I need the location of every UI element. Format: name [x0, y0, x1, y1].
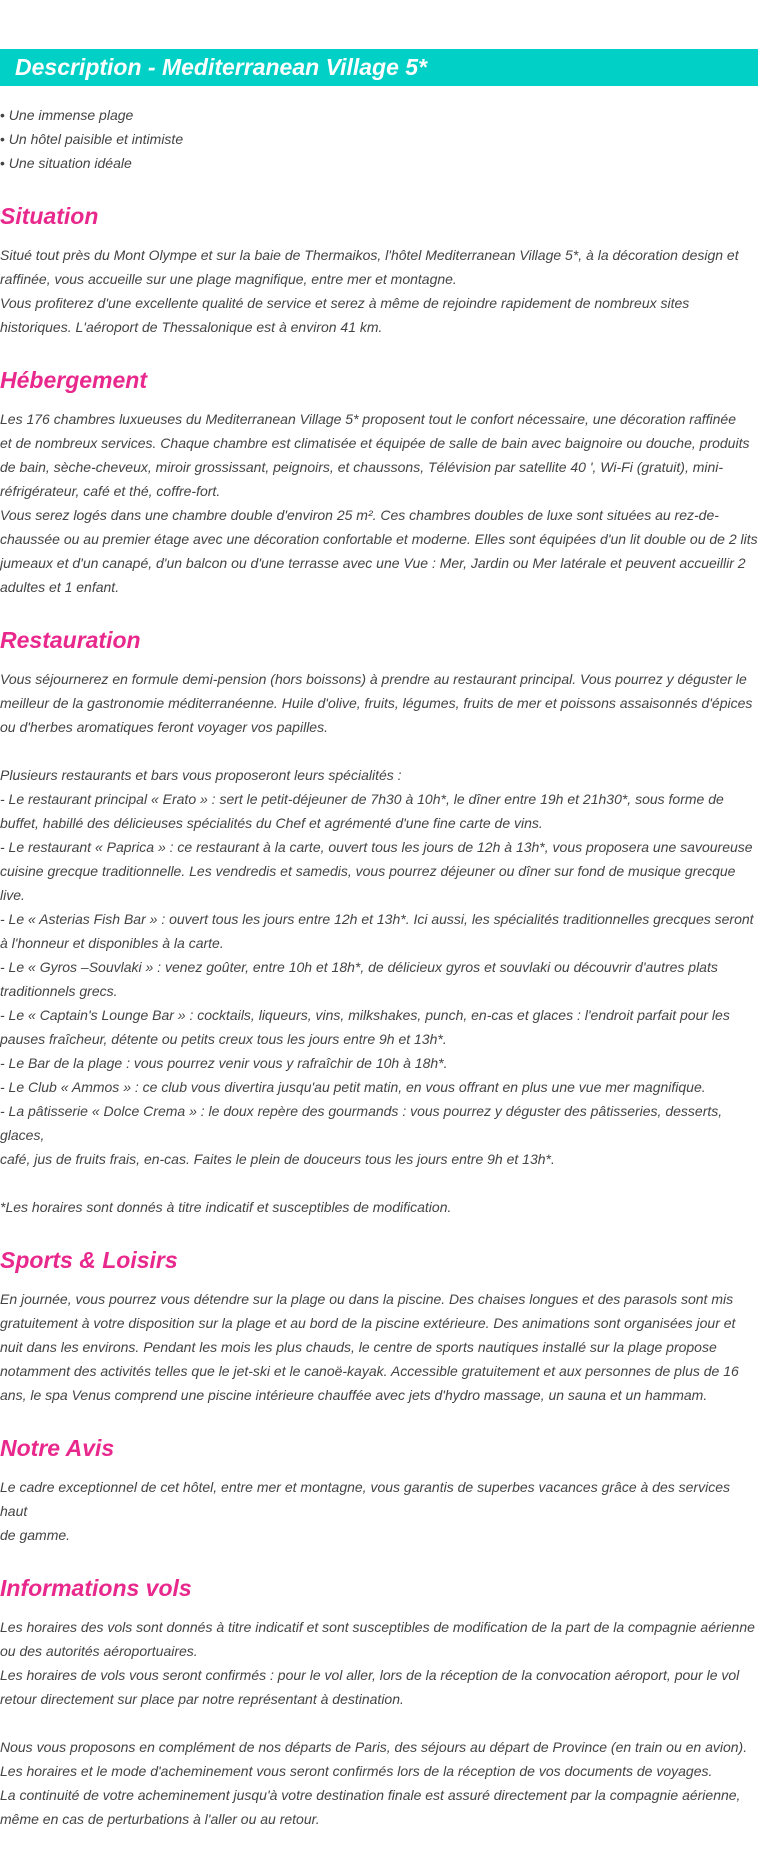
- highlights-list: [0, 103, 758, 175]
- section-situation: [0, 201, 758, 339]
- paragraph-line: Vous serez logés dans une chambre double d'environ 25 m². Ces chambres doubles de luxe sont situées au rez-de-: [0, 507, 719, 523]
- paragraph-line: de gamme.: [0, 1527, 71, 1543]
- paragraph-line: - Le Club « Ammos » : ce club vous divertira jusqu'au petit matin, en vous offrant en plus une vue mer magnifique.: [0, 1079, 706, 1095]
- paragraph-line: live.: [0, 887, 25, 903]
- section-restauration: [0, 625, 758, 1219]
- section-informations-vols: [0, 1573, 758, 1831]
- paragraph-line: traditionnels grecs.: [0, 983, 118, 999]
- paragraph-line: raffinée, vous accueille sur une plage magnifique, entre mer et montagne.: [0, 271, 457, 287]
- paragraph-line: Le cadre exceptionnel de cet hôtel, entre mer et montagne, vous garantis de superbes vacances grâce à des services haut: [0, 1479, 730, 1519]
- section-body-sports-loisirs: [0, 1287, 758, 1407]
- highlight-item: • Une situation idéale: [0, 151, 758, 175]
- paragraph-line: - Le restaurant principal « Erato » : sert le petit-déjeuner de 7h30 à 10h*, le dîner entre 19h et 21h30*, sous forme de: [0, 791, 724, 807]
- paragraph-line: Nous vous proposons en complément de nos départs de Paris, des séjours au départ de Province (en train ou en avion).: [0, 1739, 748, 1755]
- paragraph-line: - La pâtisserie « Dolce Crema » : le doux repère des gourmands : vous pourrez y déguster des pâtisseries, desserts, glaces,: [0, 1103, 723, 1143]
- paragraph-line: adultes et 1 enfant.: [0, 579, 120, 595]
- highlight-item: • Un hôtel paisible et intimiste: [0, 127, 758, 151]
- paragraph-line: Vous séjournerez en formule demi-pension (hors boissons) à prendre au restaurant principal. Vous pourrez y déguster le: [0, 671, 747, 687]
- paragraph-line: nuit dans les environs. Pendant les mois les plus chauds, le centre de sports nautiques installé sur la plage propose: [0, 1339, 717, 1355]
- paragraph-line: réfrigérateur, café et thé, coffre-fort.: [0, 483, 221, 499]
- paragraph-line: - Le « Gyros –Souvlaki » : venez goûter, entre 10h et 18h*, de délicieux gyros et souvlaki ou découvrir d'autres plats: [0, 959, 718, 975]
- paragraph-line: - Le Bar de la plage : vous pourrez venir vous y rafraîchir de 10h à 18h*.: [0, 1055, 448, 1071]
- paragraph-line: Situé tout près du Mont Olympe et sur la baie de Thermaikos, l'hôtel Mediterranean Village 5*, à la décoration design et: [0, 247, 739, 263]
- paragraph-line: Les horaires et le mode d'acheminement vous seront confirmés lors de la réception de vos documents de voyages.: [0, 1763, 713, 1779]
- section-title-situation: Situation: [0, 203, 99, 229]
- section-body-hebergement: [0, 407, 758, 599]
- paragraph-line: même en cas de perturbations à l'aller ou au retour.: [0, 1811, 320, 1827]
- section-title-sports-loisirs: Sports & Loisirs: [0, 1247, 178, 1273]
- paragraph-line: Plusieurs restaurants et bars vous proposeront leurs spécialités :: [0, 767, 402, 783]
- paragraph-line: notamment des activités telles que le jet-ski et le canoë-kayak. Accessible gratuitement et aux personnes de plus de 16: [0, 1363, 739, 1379]
- paragraph-spacer: [0, 739, 758, 763]
- hotel-description-page: [0, 49, 758, 1831]
- paragraph-line: café, jus de fruits frais, en-cas. Faites le plein de douceurs tous les jours entre 9h et 13h*.: [0, 1151, 555, 1167]
- paragraph-line: et de nombreux services. Chaque chambre est climatisée et équipée de salle de bain avec baignoire ou douche, produits: [0, 435, 750, 451]
- paragraph-line: Les horaires de vols vous seront confirmés : pour le vol aller, lors de la réception de la convocation aéroport, pour le vol: [0, 1667, 740, 1683]
- section-title-restauration: Restauration: [0, 627, 141, 653]
- paragraph-line: chaussée ou au premier étage avec une décoration confortable et moderne. Elles sont équipées d'un lit double ou de 2 lits: [0, 531, 758, 547]
- paragraph-line: Les 176 chambres luxueuses du Mediterranean Village 5* proposent tout le confort nécessaire, une décoration raffinée: [0, 411, 736, 427]
- paragraph-line: Les horaires des vols sont donnés à titre indicatif et sont susceptibles de modification de la part de la compagnie aérienne: [0, 1619, 755, 1635]
- paragraph-line: de bain, sèche-cheveux, miroir grossissant, peignoirs, et chaussons, Télévision par satellite 40 ', Wi-Fi (gratuit), mini-: [0, 459, 724, 475]
- paragraph-line: - Le « Asterias Fish Bar » : ouvert tous les jours entre 12h et 13h*. Ici aussi, les spécialités traditionnelles grecques seront: [0, 911, 754, 927]
- section-title-informations-vols: Informations vols: [0, 1575, 192, 1601]
- paragraph-line: cuisine grecque traditionnelle. Les vendredis et samedis, vous pourrez déjeuner ou dîner sur fond de musique grecque: [0, 863, 736, 879]
- paragraph-line: buffet, habillé des délicieuses spécialités du Chef et agrémenté d'une fine carte de vins.: [0, 815, 543, 831]
- paragraph-line: pauses fraîcheur, détente ou petits creux tous les jours entre 9h et 13h*.: [0, 1031, 447, 1047]
- paragraph-spacer: [0, 1711, 758, 1735]
- paragraph-line: historiques. L'aéroport de Thessalonique est à environ 41 km.: [0, 319, 383, 335]
- section-title-notre-avis: Notre Avis: [0, 1435, 115, 1461]
- paragraph-line: La continuité de votre acheminement jusqu'à votre destination finale est assuré directement par la compagnie aérienne,: [0, 1787, 741, 1803]
- paragraph-line: ans, le spa Venus comprend une piscine intérieure chauffée avec jets d'hydro massage, un sauna et un hammam.: [0, 1387, 708, 1403]
- section-sports-loisirs: [0, 1245, 758, 1407]
- section-body-informations-vols: [0, 1615, 758, 1831]
- section-hebergement: [0, 365, 758, 599]
- paragraph-line: ou des autorités aéroportuaires.: [0, 1643, 198, 1659]
- paragraph-line: *Les horaires sont donnés à titre indicatif et susceptibles de modification.: [0, 1199, 452, 1215]
- section-body-notre-avis: [0, 1475, 758, 1547]
- section-body-restauration: [0, 667, 758, 1219]
- paragraph-line: jumeaux et d'un canapé, d'un balcon ou d'une terrasse avec une Vue : Mer, Jardin ou Mer latérale et peuvent accueillir 2: [0, 555, 746, 571]
- highlight-item: • Une immense plage: [0, 103, 758, 127]
- paragraph-line: meilleur de la gastronomie méditerranéenne. Huile d'olive, fruits, légumes, fruits de mer et poissons assaisonnés d'épices: [0, 695, 753, 711]
- paragraph-line: - Le restaurant « Paprica » : ce restaurant à la carte, ouvert tous les jours de 12h à 13h*, vous proposera une savoureuse: [0, 839, 753, 855]
- section-title-hebergement: Hébergement: [0, 367, 147, 393]
- section-body-situation: [0, 243, 758, 339]
- paragraph-line: ou d'herbes aromatiques feront voyager vos papilles.: [0, 719, 328, 735]
- description-banner: Description - Mediterranean Village 5*: [0, 49, 758, 86]
- paragraph-line: En journée, vous pourrez vous détendre sur la plage ou dans la piscine. Des chaises longues et des parasols sont mis: [0, 1291, 734, 1307]
- section-notre-avis: [0, 1433, 758, 1547]
- paragraph-line: gratuitement à votre disposition sur la plage et au bord de la piscine extérieure. Des animations sont organisées jour et: [0, 1315, 736, 1331]
- paragraph-spacer: [0, 1171, 758, 1195]
- paragraph-line: - Le « Captain's Lounge Bar » : cocktails, liqueurs, vins, milkshakes, punch, en-cas et glaces : l'endroit parfait pour les: [0, 1007, 730, 1023]
- paragraph-line: retour directement sur place par notre représentant à destination.: [0, 1691, 404, 1707]
- paragraph-line: Vous profiterez d'une excellente qualité de service et serez à même de rejoindre rapidement de nombreux sites: [0, 295, 690, 311]
- paragraph-line: à l'honneur et disponibles à la carte.: [0, 935, 224, 951]
